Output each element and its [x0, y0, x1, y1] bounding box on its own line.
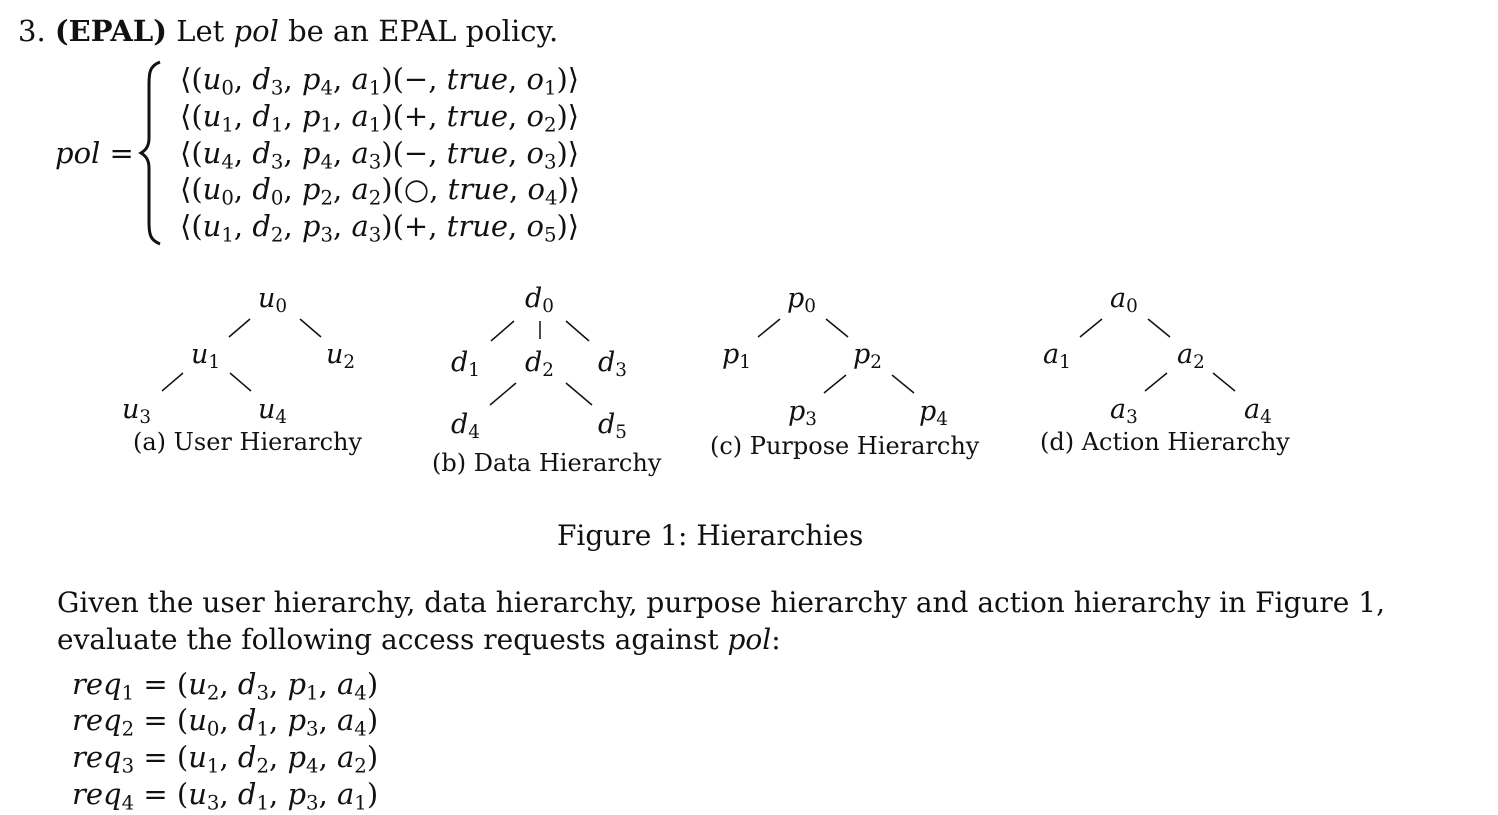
node-p3: $p_3$	[788, 396, 817, 431]
node-u3: $u_3$	[122, 394, 152, 429]
caption-action-hierarchy: (d) Action Hierarchy	[1040, 428, 1290, 456]
policy-rule: $⟨(u_1$, $d_1$, $p_1$, $a_1)(+$, true, $o_2)⟩$	[180, 99, 580, 137]
question-text-1: Let	[176, 14, 225, 48]
node-p4: $p_4$	[919, 396, 948, 431]
node-u2: $u_2$	[326, 339, 356, 374]
question-number: 3.	[18, 14, 46, 48]
node-p2: $p_2$	[853, 339, 882, 374]
node-p0: $p_0$	[787, 283, 816, 318]
node-d1: $d_1$	[451, 347, 480, 382]
paragraph-end: :	[771, 623, 781, 656]
edge-a2-a4	[1213, 373, 1235, 391]
node-d2: $d_2$	[525, 347, 554, 382]
request-row: $req_3 = (u_1$, $d_2$, $p_4$, $a_2$)	[72, 740, 379, 778]
edge-p0-p2	[826, 319, 848, 337]
edge-p0-p1	[758, 319, 780, 337]
caption-user-hierarchy: (a) User Hierarchy	[133, 428, 363, 456]
paragraph-var: pol	[727, 623, 772, 656]
node-a0: $a_0$	[1110, 283, 1138, 318]
node-a4: $a_4$	[1244, 394, 1272, 429]
policy-rule: $⟨(u_1$, $d_2$, $p_3$, $a_3)(+$, true, $o_5)⟩$	[180, 209, 580, 247]
node-u4: $u_4$	[258, 394, 288, 429]
node-a1: $a_1$	[1043, 339, 1071, 374]
node-d0: $d_0$	[525, 283, 554, 318]
request-row: $req_2 = (u_0$, $d_1$, $p_3$, $a_4$)	[72, 703, 379, 741]
edge-u0-u2	[300, 319, 321, 337]
edge-u1-u3	[162, 373, 183, 391]
request-row: $req_1 = (u_2$, $d_3$, $p_1$, $a_4$)	[72, 667, 379, 705]
node-a3: $a_3$	[1110, 394, 1138, 429]
policy-rule: $⟨(u_4$, $d_3$, $p_4$, $a_3)(-$, true, $o_3)⟩$	[180, 136, 580, 174]
paragraph-text: Given the user hierarchy, data hierarchy, purpose hierarchy and action hierarchy in Figure 1, evaluate the following access requests against	[57, 586, 1385, 656]
node-a2: $a_2$	[1177, 339, 1205, 374]
question-paragraph	[57, 584, 1437, 658]
node-p1: $p_1$	[722, 339, 751, 374]
edge-d2-d4	[490, 383, 516, 405]
policy-rule: $⟨(u_0$, $d_0$, $p_2$, $a_2)(○$, true, $o_4)⟩$	[180, 172, 581, 210]
edge-d2-d5	[566, 383, 592, 405]
node-d5: $d_5$	[598, 409, 627, 444]
edge-d0-d1	[491, 321, 514, 341]
edge-a2-a3	[1145, 373, 1167, 391]
question-var: pol	[233, 14, 279, 48]
edge-p2-p3	[824, 375, 846, 393]
edge-u0-u1	[229, 319, 250, 337]
caption-data-hierarchy: (b) Data Hierarchy	[432, 449, 662, 477]
edge-d0-d3	[566, 321, 589, 341]
figure-caption: Figure 1: Hierarchies	[557, 519, 864, 552]
node-u0: $u_0$	[258, 283, 288, 318]
node-u1: $u_1$	[191, 339, 221, 374]
node-d4: $d_4$	[451, 409, 480, 444]
edge-u1-u4	[230, 373, 251, 391]
edge-a0-a1	[1080, 319, 1102, 337]
request-row: $req_4 = (u_3$, $d_1$, $p_3$, $a_1$)	[72, 777, 379, 815]
caption-purpose-hierarchy: (c) Purpose Hierarchy	[710, 432, 980, 460]
node-d3: $d_3$	[598, 347, 627, 382]
policy-label: pol =	[55, 136, 134, 170]
question-text-2: be an EPAL policy.	[288, 14, 559, 48]
edge-p2-p4	[892, 375, 914, 393]
question-tag: (EPAL)	[54, 14, 168, 48]
edge-a0-a2	[1148, 319, 1170, 337]
policy-rule: $⟨(u_0$, $d_3$, $p_4$, $a_1)(-$, true, $o_1)⟩$	[180, 62, 580, 100]
